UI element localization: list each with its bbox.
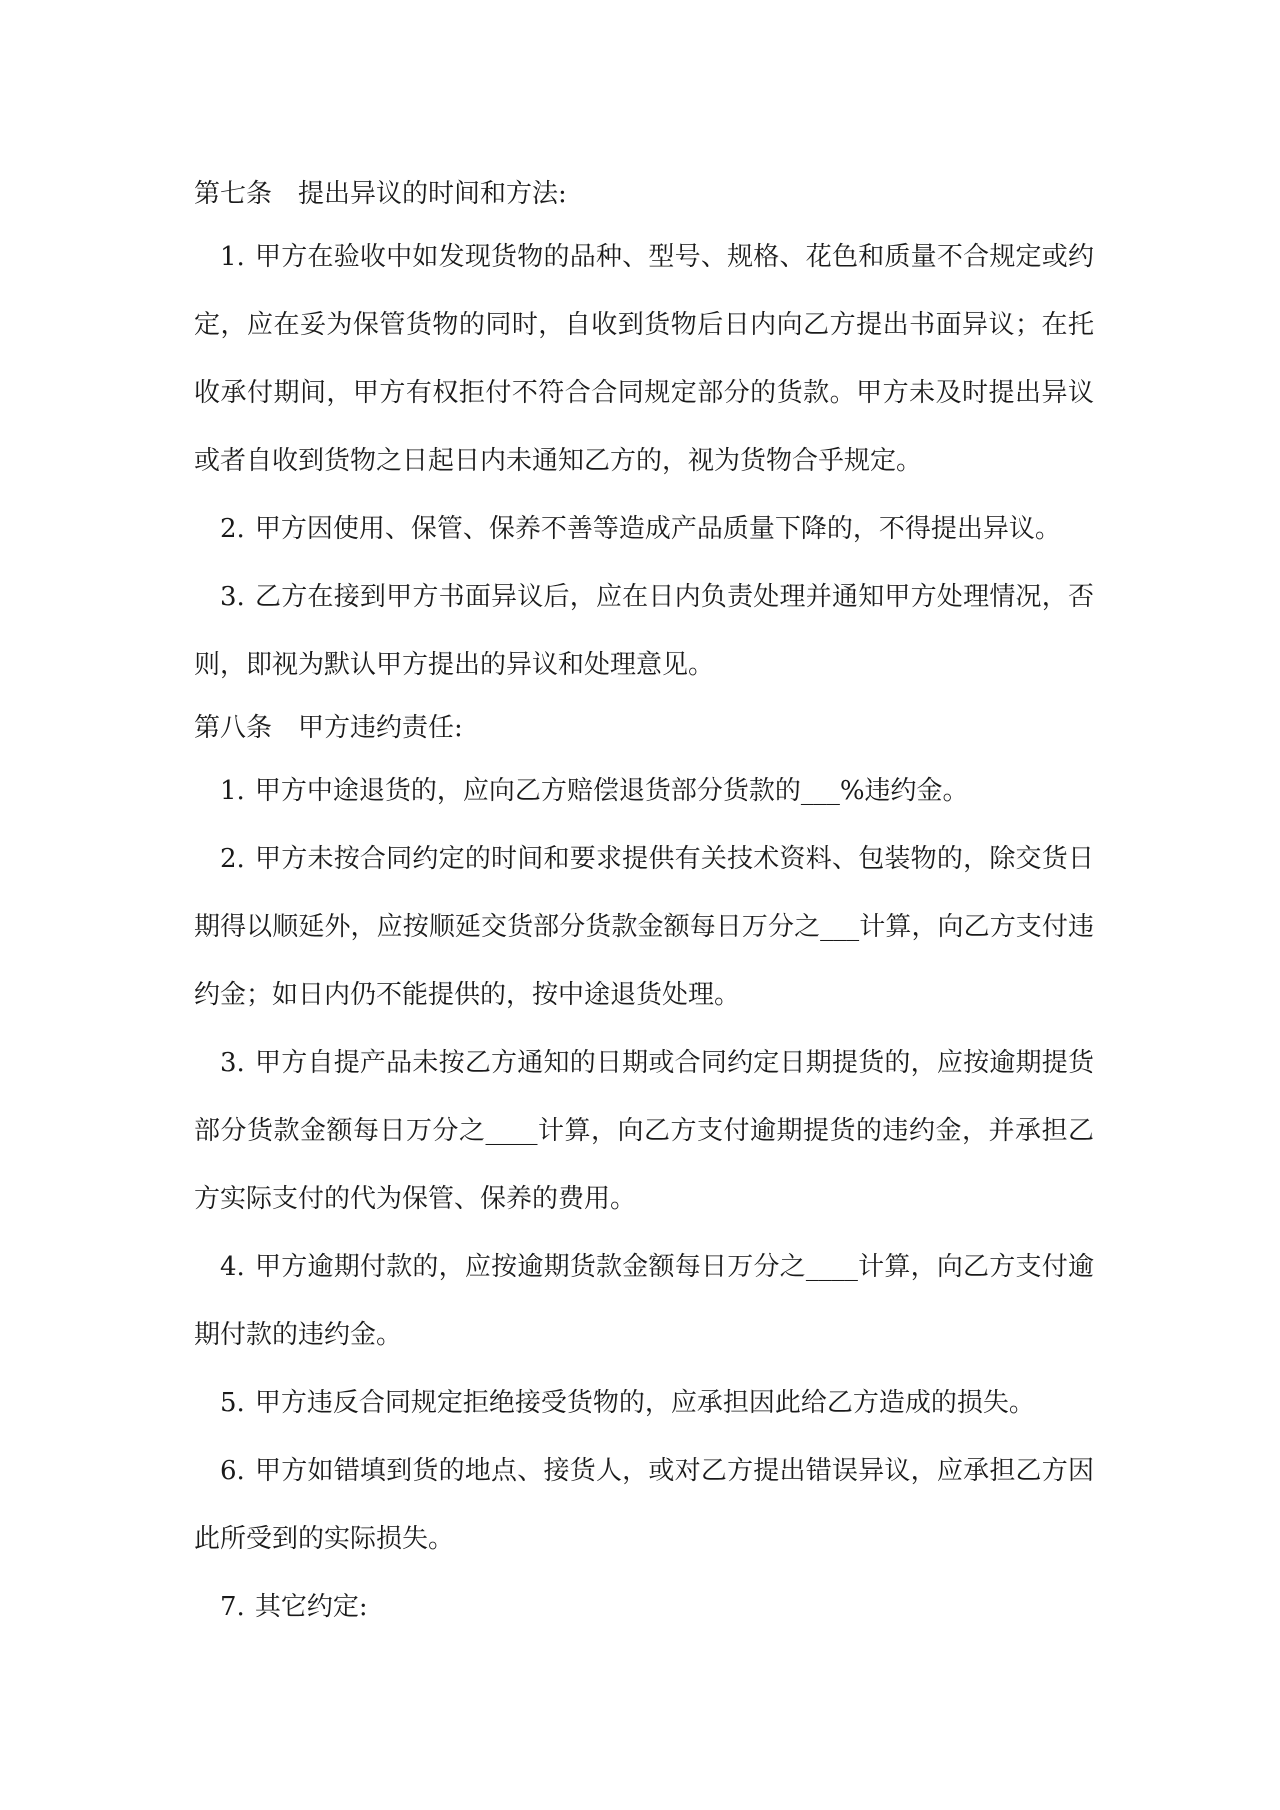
item-number: 4. <box>220 1252 245 1282</box>
article-7-item-2 <box>194 495 1094 563</box>
item-number: 7. <box>220 1592 245 1622</box>
article-7-number: 第七条 <box>194 179 273 209</box>
article-8-item-3 <box>194 1029 1094 1233</box>
article-8-title: 甲方违约责任: <box>298 713 463 743</box>
article-8-item-1 <box>194 757 1094 825</box>
item-text: 甲方在验收中如发现货物的品种、型号、规格、花色和质量不合规定或约定，应在妥为保管货物的同时，自收到货物后日内向乙方提出书面异议；在托收承付期间，甲方有权拒付不符合合同规定部分的货款。甲方未及时提出异议或者自收到货物之日起日内未通知乙方的，视为货物合乎规定。 <box>194 242 1094 476</box>
item-text: 甲方逾期付款的，应按逾期货款金额每日万分之____计算，向乙方支付逾期付款的违约金。 <box>194 1252 1094 1350</box>
article-8-item-5 <box>194 1369 1094 1437</box>
item-number: 3. <box>220 582 245 612</box>
item-text: 甲方因使用、保管、保养不善等造成产品质量下降的，不得提出异议。 <box>254 514 1061 544</box>
item-number: 5. <box>220 1388 245 1418</box>
item-text: 甲方违反合同规定拒绝接受货物的，应承担因此给乙方造成的损失。 <box>254 1388 1035 1418</box>
article-8-item-2 <box>194 825 1094 1029</box>
item-text: 其它约定: <box>254 1592 368 1622</box>
item-number: 1. <box>220 776 245 806</box>
item-text: 甲方如错填到货的地点、接货人，或对乙方提出错误异议，应承担乙方因此所受到的实际损失。 <box>194 1456 1094 1554</box>
item-text: 甲方未按合同约定的时间和要求提供有关技术资料、包装物的，除交货日期得以顺延外，应按顺延交货部分货款金额每日万分之___计算，向乙方支付违约金；如日内仍不能提供的，按中途退货处理。 <box>194 844 1094 1010</box>
item-number: 2. <box>220 514 245 544</box>
item-number: 2. <box>220 844 245 874</box>
item-number: 1. <box>220 242 245 272</box>
article-8-heading <box>194 699 1094 757</box>
item-text: 甲方自提产品未按乙方通知的日期或合同约定日期提货的，应按逾期提货部分货款金额每日万分之____计算，向乙方支付逾期提货的违约金，并承担乙方实际支付的代为保管、保养的费用。 <box>194 1048 1094 1214</box>
article-7-item-3 <box>194 563 1094 699</box>
document-body <box>194 165 1094 1641</box>
article-7-item-1 <box>194 223 1094 495</box>
article-7-heading <box>194 165 1094 223</box>
article-8-item-4 <box>194 1233 1094 1369</box>
article-8-item-7 <box>194 1573 1094 1641</box>
article-7-title: 提出异议的时间和方法: <box>298 179 567 209</box>
item-text: 乙方在接到甲方书面异议后，应在日内负责处理并通知甲方处理情况，否则，即视为默认甲方提出的异议和处理意见。 <box>194 582 1094 680</box>
article-8-number: 第八条 <box>194 713 273 743</box>
item-text: 甲方中途退货的，应向乙方赔偿退货部分货款的___%违约金。 <box>254 776 969 806</box>
article-8-item-6 <box>194 1437 1094 1573</box>
item-number: 3. <box>220 1048 245 1078</box>
item-number: 6. <box>220 1456 245 1486</box>
